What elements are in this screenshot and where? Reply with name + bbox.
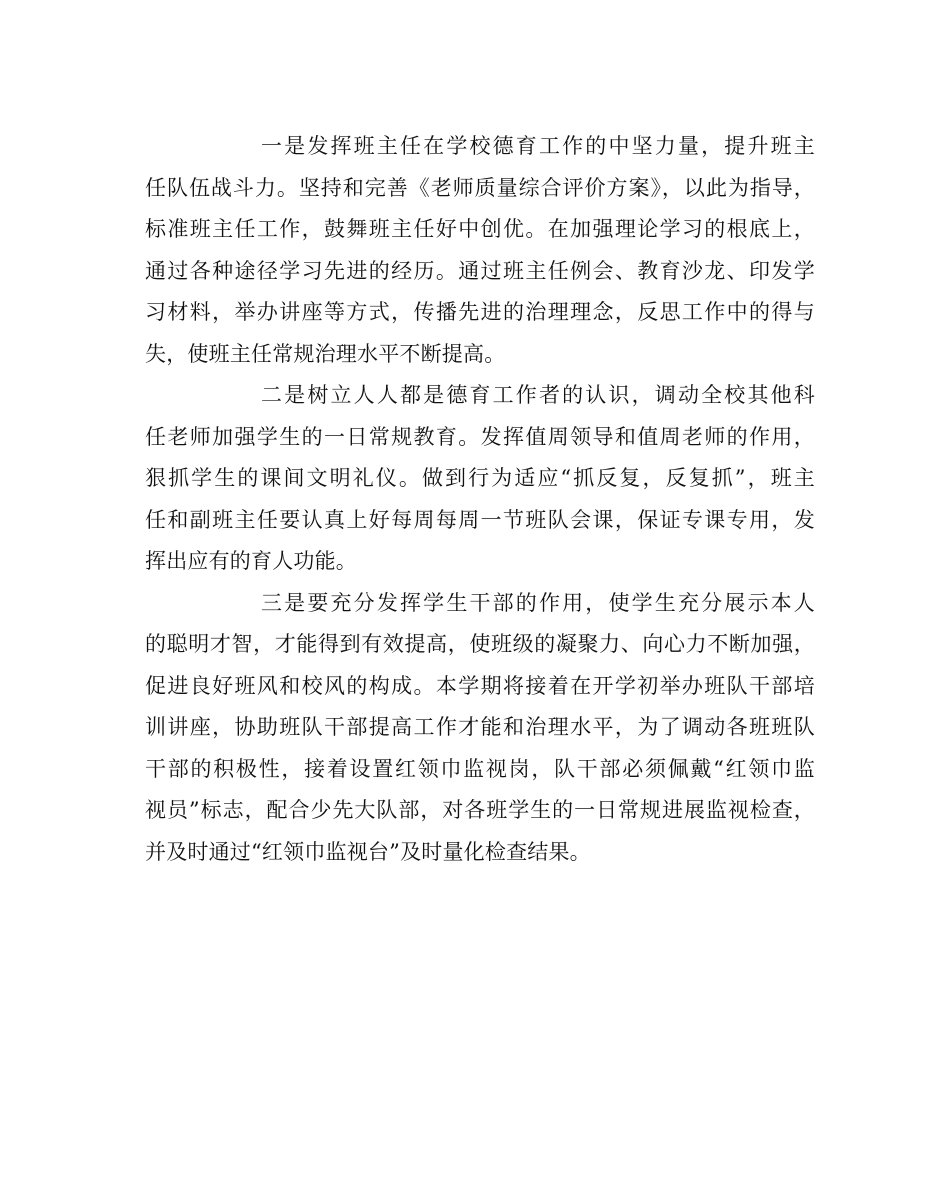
paragraph-line: 任和副班主任要认真上好每周每周一节班队会课，保证专课专用，发 — [145, 507, 815, 532]
paragraph-line: 狠抓学生的课间文明礼仪。做到行为适应“抓反复，反复抓”，班主 — [145, 466, 815, 490]
paragraph-line: 并及时通过“红领巾监视台”及时量化检查结果。 — [145, 839, 591, 864]
paragraph-line: 习材料，举办讲座等方式，传播先进的治理理念，反思工作中的得与 — [145, 300, 815, 324]
paragraph-line: 任队伍战斗力。坚持和完善《老师质量综合评价方案》，以此为指导， — [145, 175, 815, 200]
paragraph-line: 三是要充分发挥学生干部的作用，使学生充分展示本人 — [261, 590, 815, 615]
document-body — [145, 126, 815, 873]
paragraph-line: 一是发挥班主任在学校德育工作的中坚力量，提升班主 — [261, 134, 815, 158]
paragraph-2 — [145, 375, 815, 583]
paragraph-line: 通过各种途径学习先进的经历。通过班主任例会、教育沙龙、印发学 — [145, 258, 815, 283]
paragraph-line: 标准班主任工作，鼓舞班主任好中创优。在加强理论学习的根底上， — [145, 217, 815, 241]
paragraph-line: 二是树立人人都是德育工作者的认识，调动全校其他科 — [261, 383, 815, 407]
paragraph-line: 促进良好班风和校风的构成。本学期将接着在开学初举办班队干部培 — [145, 673, 815, 698]
paragraph-line: 挥出应有的育人功能。 — [145, 549, 357, 573]
paragraph-line: 视员”标志，配合少先大队部，对各班学生的一日常规进展监视检查， — [145, 798, 815, 822]
paragraph-line: 任老师加强学生的一日常规教育。发挥值周领导和值周老师的作用， — [145, 424, 815, 449]
paragraph-line: 的聪明才智，才能得到有效提高，使班级的凝聚力、向心力不断加强， — [145, 632, 815, 656]
paragraph-1 — [145, 126, 815, 375]
paragraph-line: 训讲座，协助班队干部提高工作才能和治理水平，为了调动各班班队 — [145, 715, 815, 739]
paragraph-3 — [145, 583, 815, 874]
paragraph-line: 干部的积极性，接着设置红领巾监视岗，队干部必须佩戴“红领巾监 — [145, 756, 815, 781]
paragraph-line: 失，使班主任常规治理水平不断提高。 — [145, 341, 506, 366]
